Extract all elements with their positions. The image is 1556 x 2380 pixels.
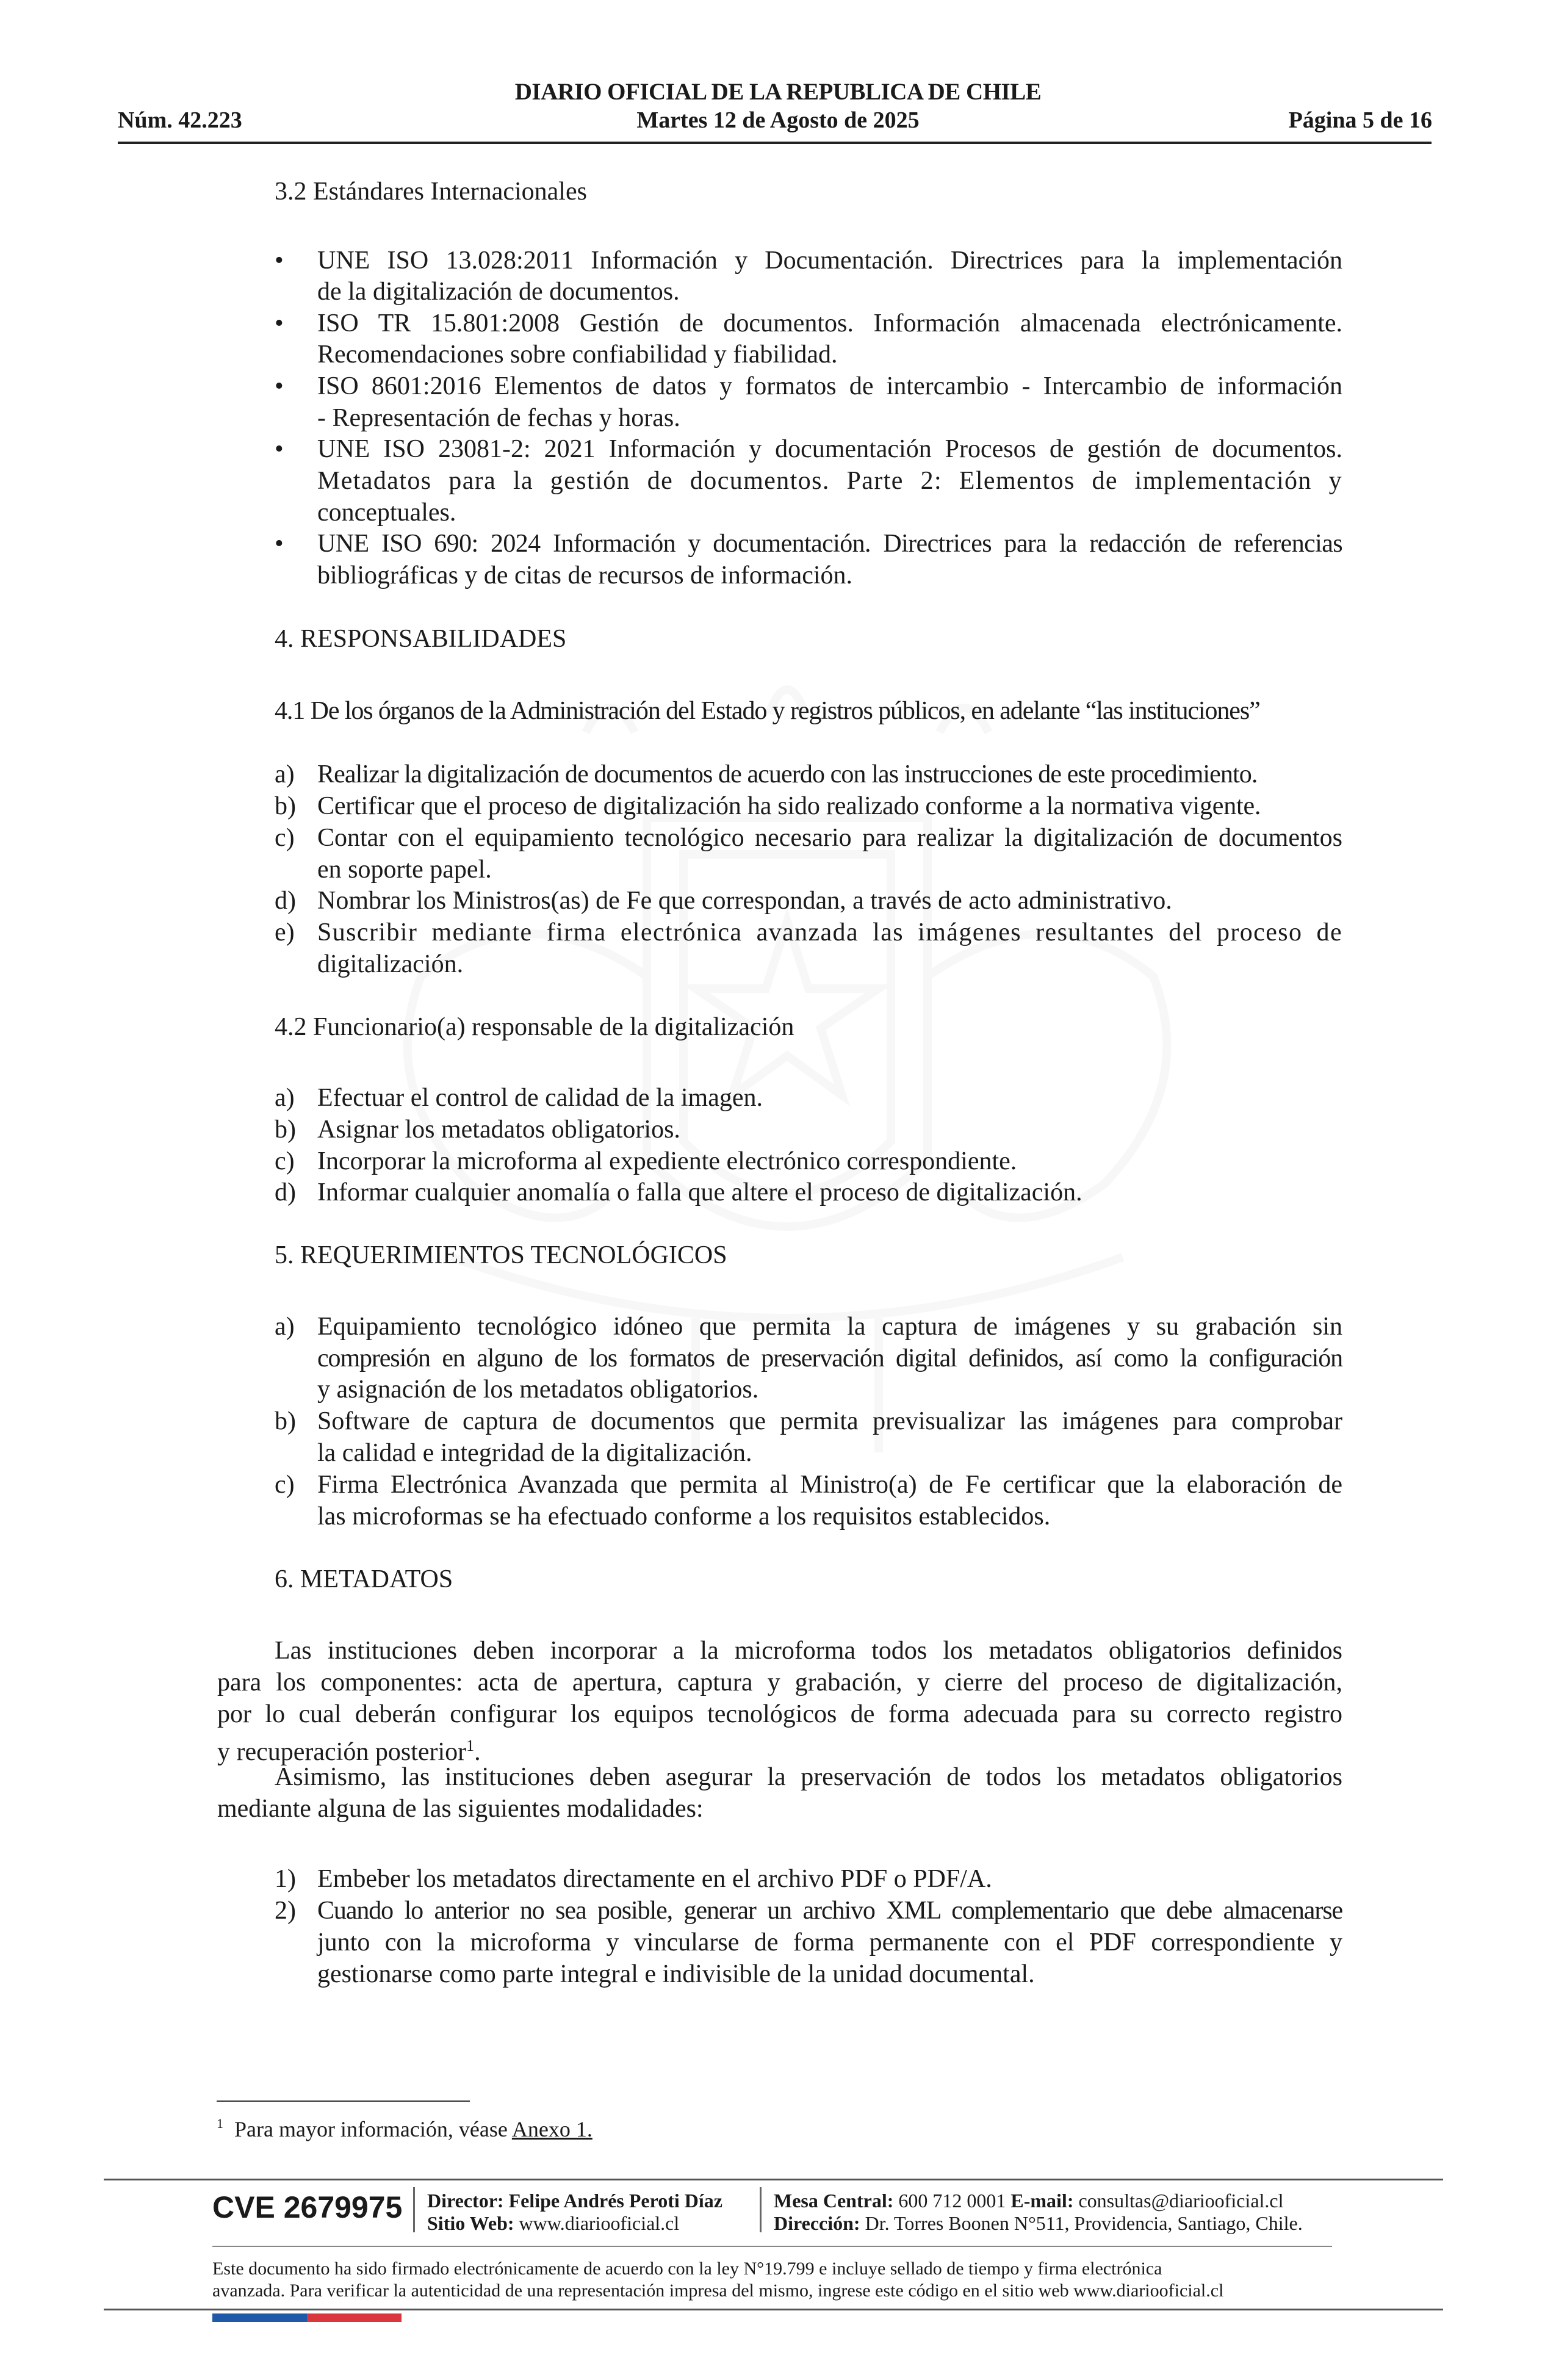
list-item-label: a) — [275, 760, 295, 788]
paragraph-line: para los componentes: acta de apertura, captura y grabación, y cierre del proceso de digitalización, — [217, 1668, 1342, 1697]
list-item-text: ISO TR 15.801:2008 Gestión de documentos. Información almacenada electrónicamente. — [317, 309, 1342, 337]
section-4-2-heading: 4.2 Funcionario(a) responsable de la digitalización — [275, 1013, 794, 1041]
paragraph-line: mediante alguna de las siguientes modalidades: — [217, 1795, 704, 1823]
list-item-label: a) — [275, 1084, 295, 1112]
director-label: Director: — [427, 2190, 504, 2212]
list-item-label: d) — [275, 887, 296, 915]
flag-stripe-blue — [212, 2313, 307, 2322]
footer-top-rule — [104, 2179, 1443, 2180]
list-item-label: d) — [275, 1178, 296, 1206]
list-item-text: UNE ISO 23081-2: 2021 Información y documentación Procesos de gestión de documentos. — [317, 435, 1342, 463]
footer-mid-rule — [212, 2246, 1332, 2247]
list-item-label: b) — [275, 1116, 296, 1144]
list-item-text: Suscribir mediante firma electrónica avanzada las imágenes resultantes del proceso de — [317, 918, 1342, 947]
issue-date: Martes 12 de Agosto de 2025 — [636, 107, 920, 133]
footer-divider — [760, 2187, 762, 2232]
footnote-marker: 1 — [217, 2116, 223, 2131]
paragraph-line: por lo cual deberán configurar los equipos tecnológicos de forma adecuada para su correcto registro — [217, 1700, 1342, 1728]
list-item-text: Recomendaciones sobre confiabilidad y fiabilidad. — [317, 341, 838, 369]
list-item-text: Cuando lo anterior no sea posible, generar un archivo XML complementario que debe almacenarse — [317, 1897, 1342, 1925]
list-item-text: junto con la microforma y vincularse de forma permanente con el PDF correspondiente y — [317, 1928, 1342, 1956]
list-item-text: compresión en alguno de los formatos de preservación digital definidos, así como la configuración — [317, 1344, 1342, 1372]
list-item-text: bibliográficas y de citas de recursos de información. — [317, 561, 853, 590]
list-item-label: c) — [275, 824, 295, 852]
list-item-text: Informar cualquier anomalía o falla que altere el proceso de digitalización. — [317, 1178, 1082, 1206]
list-item-label: b) — [275, 792, 296, 820]
list-item-text: Nombrar los Ministros(as) de Fe que correspondan, a través de acto administrativo. — [317, 887, 1172, 915]
section-3-2-heading: 3.2 Estándares Internacionales — [275, 178, 587, 206]
mesa-label: Mesa Central: — [774, 2190, 894, 2212]
list-item-text: digitalización. — [317, 950, 464, 978]
list-item-text: Software de captura de documentos que permita previsualizar las imágenes para comprobar — [317, 1407, 1342, 1435]
footnote-rule — [217, 2101, 470, 2102]
list-item-text: UNE ISO 690: 2024 Información y documentación. Directrices para la redacción de referencias — [317, 530, 1342, 558]
address-line — [774, 2212, 1303, 2234]
footnote-reference[interactable]: 1 — [466, 1737, 475, 1754]
footer-divider — [413, 2187, 415, 2232]
website-line — [427, 2212, 679, 2234]
list-item-text: Contar con el equipamiento tecnológico necesario para realizar la digitalización de documentos — [317, 824, 1342, 852]
legal-notice — [212, 2258, 1323, 2302]
footnote — [217, 2110, 593, 2143]
address-value: Dr. Torres Boonen N°511, Providencia, Santiago, Chile. — [865, 2212, 1303, 2234]
list-item-label: 1) — [275, 1865, 296, 1893]
newspaper-title: DIARIO OFICIAL DE LA REPUBLICA DE CHILE — [514, 79, 1042, 105]
legal-notice-line: Este documento ha sido firmado electrónicamente de acuerdo con la ley N°19.799 e incluye sellado de tiempo y firma electrónica — [212, 2259, 1162, 2279]
contact-line — [774, 2190, 1284, 2212]
list-item-label: b) — [275, 1407, 296, 1435]
cve-code: CVE 2679975 — [212, 2190, 403, 2224]
annex-link[interactable]: Anexo 1. — [511, 2117, 593, 2141]
header-rule — [118, 142, 1432, 144]
issue-number: Núm. 42.223 — [118, 107, 242, 133]
list-item-text: Certificar que el proceso de digitalización ha sido realizado conforme a la normativa vigente. — [317, 792, 1261, 820]
list-item-text: ISO 8601:2016 Elementos de datos y formatos de intercambio - Intercambio de información — [317, 372, 1342, 400]
paragraph-line: Las instituciones deben incorporar a la microforma todos los metadatos obligatorios definidos — [275, 1637, 1342, 1665]
footer-bottom-rule — [104, 2309, 1443, 2310]
list-item-text: de la digitalización de documentos. — [317, 278, 680, 306]
list-item-text: gestionarse como parte integral e indivisible de la unidad documental. — [317, 1960, 1035, 1988]
list-item-text: Incorporar la microforma al expediente electrónico correspondiente. — [317, 1147, 1017, 1175]
list-item-text: conceptuales. — [317, 499, 456, 527]
list-item-text: Equipamiento tecnológico idóneo que permita la captura de imágenes y su grabación sin — [317, 1313, 1342, 1341]
bullet-icon: • — [275, 372, 284, 400]
list-item-text: la calidad e integridad de la digitalización. — [317, 1439, 752, 1467]
list-item-text: y asignación de los metadatos obligatorios. — [317, 1376, 759, 1404]
website-value[interactable]: www.diariooficial.cl — [519, 2212, 680, 2234]
bullet-icon: • — [275, 309, 284, 337]
director-name: Felipe Andrés Peroti Díaz — [508, 2190, 722, 2212]
footnote-text: Para mayor información, véase — [234, 2117, 512, 2141]
list-item-text: Realizar la digitalización de documentos de acuerdo con las instrucciones de este procedimiento. — [317, 760, 1258, 788]
bullet-icon: • — [275, 435, 284, 463]
list-item-text: en soporte papel. — [317, 856, 492, 884]
address-label: Dirección: — [774, 2212, 860, 2234]
list-item-label: c) — [275, 1147, 295, 1175]
list-item-label: c) — [275, 1471, 295, 1499]
bullet-icon: • — [275, 530, 284, 558]
list-item-label: a) — [275, 1313, 295, 1341]
list-item-label: e) — [275, 918, 295, 947]
mesa-value: 600 712 0001 — [898, 2190, 1006, 2212]
list-item-text: Metadatos para la gestión de documentos. Parte 2: Elementos de implementación y — [317, 467, 1342, 495]
paragraph-period: . — [474, 1738, 481, 1766]
bullet-icon: • — [275, 247, 284, 275]
paragraph-text: y recuperación posterior — [217, 1738, 467, 1766]
legal-notice-line: avanzada. Para verificar la autenticidad de una representación impresa del mismo, ingrese este código en el sitio web www.diariooficial.cl — [212, 2281, 1224, 2301]
paragraph-line: Asimismo, las instituciones deben asegurar la preservación de todos los metadatos obligatorios — [275, 1763, 1342, 1791]
list-item-text: Asignar los metadatos obligatorios. — [317, 1116, 680, 1144]
email-label: E-mail: — [1010, 2190, 1074, 2212]
list-item-label: 2) — [275, 1897, 296, 1925]
website-label: Sitio Web: — [427, 2212, 514, 2234]
list-item-text: - Representación de fechas y horas. — [317, 404, 680, 432]
list-item-text: Embeber los metadatos directamente en el archivo PDF o PDF/A. — [317, 1865, 992, 1893]
section-6-heading: 6. METADATOS — [275, 1565, 453, 1593]
section-4-1-heading: 4.1 De los órganos de la Administración del Estado y registros públicos, en adelante “las instituciones” — [275, 697, 1260, 725]
flag-stripe-red — [307, 2313, 402, 2322]
director-line — [427, 2190, 722, 2212]
list-item-text: UNE ISO 13.028:2011 Información y Documentación. Directrices para la implementación — [317, 247, 1342, 275]
list-item-text: las microformas se ha efectuado conforme a los requisitos establecidos. — [317, 1502, 1051, 1531]
list-item-text: Efectuar el control de calidad de la imagen. — [317, 1084, 763, 1112]
list-item-text: Firma Electrónica Avanzada que permita al Ministro(a) de Fe certificar que la elaboración de — [317, 1471, 1342, 1499]
section-5-heading: 5. REQUERIMIENTOS TECNOLÓGICOS — [275, 1241, 727, 1269]
page-number: Página 5 de 16 — [1288, 107, 1432, 133]
section-4-heading: 4. RESPONSABILIDADES — [275, 625, 567, 653]
email-value[interactable]: consultas@diariooficial.cl — [1078, 2190, 1284, 2212]
